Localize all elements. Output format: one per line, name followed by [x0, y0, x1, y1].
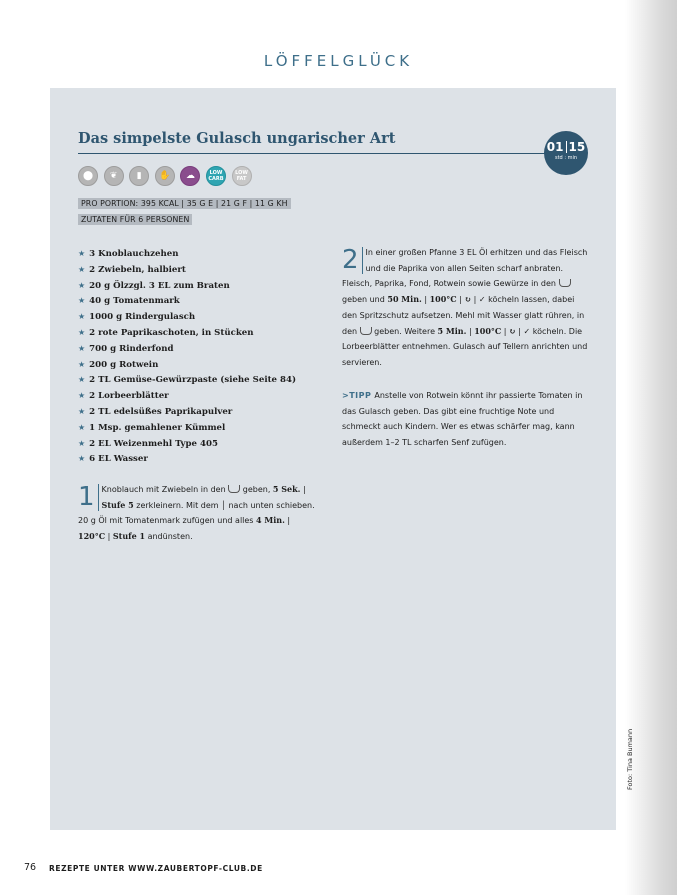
ingredient-item: ★ 2 EL Weizenmehl Type 405	[78, 438, 218, 449]
ingredient-item: ★ 2 TL edelsüßes Paprikapulver	[78, 406, 233, 417]
low-fat-icon: LOW FAT	[232, 166, 252, 186]
time-hours: 01	[546, 140, 564, 154]
tip-box	[342, 388, 590, 451]
tip-label: >TIPP	[342, 391, 372, 400]
ingredient-item: ★ 6 EL Wasser	[78, 454, 148, 465]
ingredient-item: ★ 2 TL Gemüse-Gewürzpaste (siehe Seite 84)	[78, 375, 297, 386]
vegetables-icon: ⬤	[78, 166, 98, 186]
leaf-icon: ❦	[104, 166, 124, 186]
ingredient-item: ★ 200 g Rotwein	[78, 359, 159, 370]
ingredient-item: ★ 3 Knoblauchzehen	[78, 249, 179, 259]
mixing-bowl-icon	[360, 327, 372, 335]
mixing-bowl-icon	[228, 485, 240, 493]
footer-link[interactable]: REZEPTE UNTER WWW.ZAUBERTOPF-CLUB.DE	[49, 864, 263, 873]
servings-info: ZUTATEN FÜR 6 PERSONEN	[78, 214, 192, 225]
low-carb-icon: LOW CARB	[206, 166, 226, 186]
recipe-card	[50, 88, 616, 830]
diet-icons	[78, 166, 252, 186]
meat-icon: ☁	[180, 166, 200, 186]
stir-spoon-icon: ✓	[523, 326, 531, 336]
page-number: 76	[24, 862, 37, 873]
photo-credit: Foto: Tina Bumann	[626, 728, 634, 790]
tip-text: Anstelle von Rotwein könnt ihr passierte Tomaten in das Gulasch geben. Das gibt eine fruchtige Note und schmeckt auch Kindern. Wer es etwas schärfer mag, kann außerdem 1–2 TL scharfen Senf zufügen.	[342, 391, 583, 448]
time-unit: std : min	[554, 155, 578, 161]
ingredient-item: ★ 2 rote Paprikaschoten, in Stücken	[78, 327, 254, 338]
bottle-icon: ▮	[129, 166, 149, 186]
ingredient-item: ★ 1 Msp. gemahlener Kümmel	[78, 422, 226, 433]
reverse-icon: ↻	[464, 294, 472, 305]
step-2: 2 In einer großen Pfanne 3 EL Öl erhitzen und das Fleisch und die Paprika von allen Seiten scharf anbraten. Fleisch, Paprika, Fond, Rotwein sowie Gewürze in den geben und 50 Min. | 100°C | ↻ | ✓ köcheln lassen, dabei den Spritzschutz aufsetzen. Mehl mit Wasser glatt rühren, in den geben. Weitere 5 Min. | 100°C | ↻ | ✓ köcheln. Die Lorbeerblätter entnehmen. Gulasch auf Tellern anrichten und servieren.	[342, 245, 588, 367]
time-badge	[544, 131, 588, 175]
stir-spoon-icon: ✓	[478, 295, 486, 305]
step-1: 1 Knoblauch mit Zwiebeln in den geben, 5 Sek. | Stufe 5 zerkleinern. Mit dem │ nach unten schieben. 20 g Öl mit Tomatenmark zufügen und alles 4 Min. | 120°C | Stufe 1 andünsten.	[78, 482, 315, 542]
ingredient-item: ★ 20 g Ölzzgl. 3 EL zum Braten	[78, 280, 230, 291]
time-minutes: 15	[568, 140, 586, 154]
ingredient-item: ★ 2 Zwiebeln, halbiert	[78, 264, 186, 275]
ingredient-item: ★ 1000 g Rindergulasch	[78, 312, 196, 323]
title-divider	[78, 153, 550, 154]
ingredient-item: ★ 40 g Tomatenmark	[78, 296, 180, 307]
step-1-number: 1	[78, 484, 99, 511]
recipe-title: Das simpelste Gulasch ungarischer Art	[78, 130, 396, 147]
nutrition-info: PRO PORTION: 395 KCAL | 35 G E | 21 G F | 11 G KH	[78, 198, 291, 209]
ingredient-item: ★ 700 g Rinderfond	[78, 343, 174, 354]
reverse-icon: ↻	[509, 325, 516, 336]
ingredient-list	[78, 246, 296, 467]
spatula-icon: │	[221, 500, 226, 510]
mixing-bowl-icon	[559, 279, 571, 287]
section-header: LÖFFELGLÜCK	[263, 52, 414, 70]
hand-icon: ✋	[155, 166, 175, 186]
step-2-number: 2	[342, 247, 363, 274]
ingredient-item: ★ 2 Lorbeerblätter	[78, 391, 169, 402]
